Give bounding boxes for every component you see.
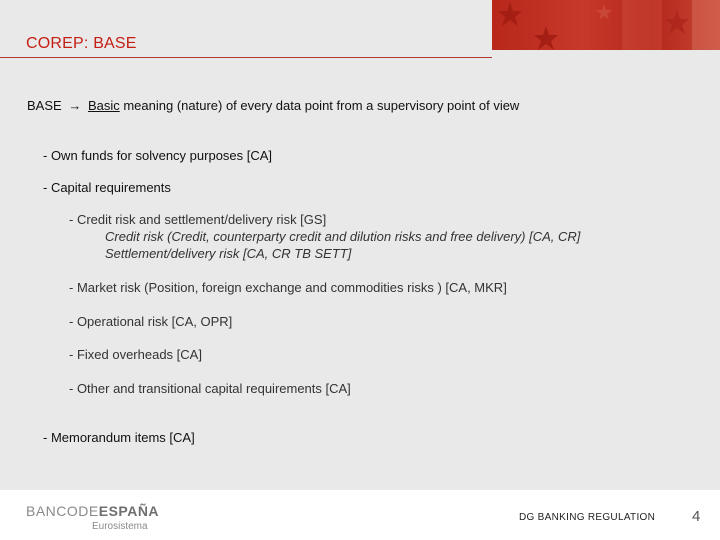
slide-footer [0,490,720,540]
basic-term: Basic [87,98,120,113]
base-definition [27,98,519,113]
settlement-risk-detail: Settlement/delivery risk [CA, CR TB SETT] [105,246,352,261]
header-banner-image [492,0,720,50]
memorandum-items-item: - Memorandum items [CA] [43,430,195,445]
logo-text-light: BANCODE [26,503,99,519]
operational-risk-item: - Operational risk [CA, OPR] [69,314,233,329]
base-definition-text: meaning (nature) of every data point from a supervisory point of view [119,98,520,113]
own-funds-item: - Own funds for solvency purposes [CA] [43,148,273,163]
logo-subtitle: Eurosistema [92,521,148,532]
title-divider [0,57,492,58]
banco-de-espana-logo [26,503,159,519]
other-capital-requirements-item: - Other and transitional capital requirements [CA] [69,381,351,396]
department-label: DG BANKING REGULATION [519,512,656,523]
slide-title: COREP: BASE [26,35,137,52]
page-number: 4 [692,508,701,525]
fixed-overheads-item: - Fixed overheads [CA] [69,347,202,362]
base-label: BASE [27,98,62,113]
credit-risk-detail: Credit risk (Credit, counterparty credit and dilution risks and free delivery) [CA, CR] [105,229,581,244]
market-risk-item: - Market risk (Position, foreign exchange and commodities risks ) [CA, MKR] [69,280,507,295]
capital-requirements-item: - Capital requirements [43,180,171,195]
logo-text-bold: ESPAÑA [98,503,160,519]
right-arrow-icon: → [68,98,82,113]
credit-risk-item: - Credit risk and settlement/delivery risk [GS] [69,212,327,227]
